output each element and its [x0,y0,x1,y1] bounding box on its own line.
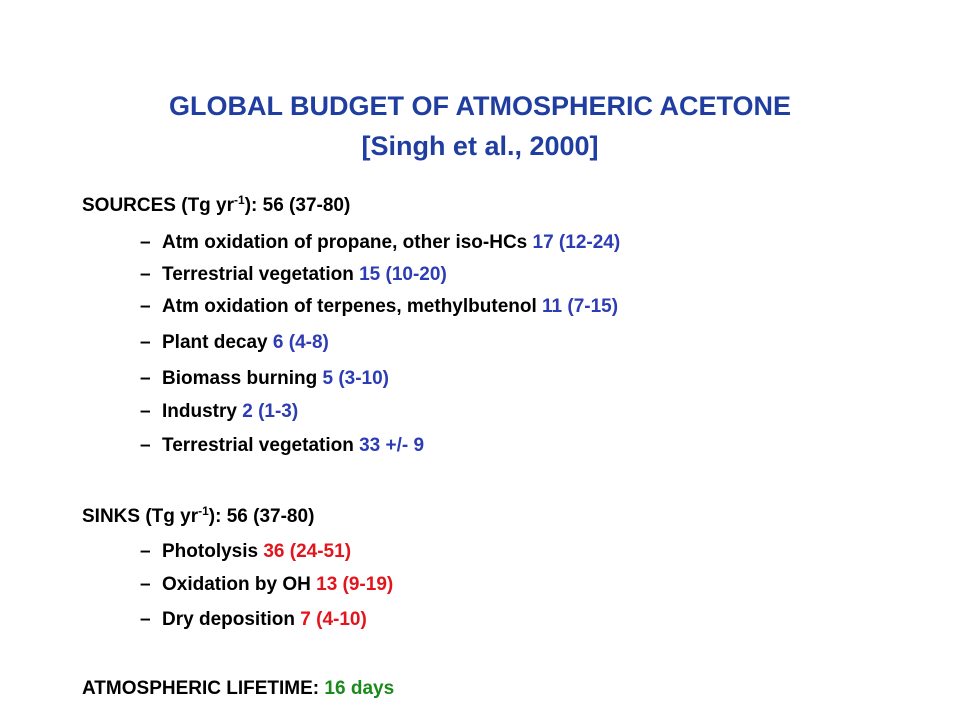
bullet-dash: – [140,401,151,422]
source-label: Terrestrial vegetation [162,264,360,285]
sinks-label: SINKS (Tg yr [82,506,199,527]
source-item [140,263,447,287]
source-label: Industry [162,401,243,422]
source-value: 6 (4-8) [272,332,329,353]
bullet-dash: – [140,541,151,562]
sources-label: SOURCES (Tg yr [82,195,235,216]
source-value: 11 (7-15) [542,296,619,317]
source-label: Biomass burning [162,368,323,389]
source-label: Atm oxidation of propane, other iso-HCs [162,232,533,253]
sources-exponent: -1 [234,193,245,207]
title-citation: [Singh et al., 2000] [361,131,599,161]
sinks-exponent: -1 [198,504,209,518]
sinks-heading [82,505,314,529]
bullet-dash: – [140,264,151,285]
source-item [140,295,618,319]
source-value: 2 (1-3) [242,401,299,422]
slide-title [0,86,960,166]
title-line-1: GLOBAL BUDGET OF ATMOSPHERIC ACETONE [168,91,791,121]
sources-heading [82,194,350,218]
source-value: 17 (12-24) [532,232,621,253]
sink-label: Dry deposition [162,609,301,630]
sink-item [140,608,367,632]
sink-label: Oxidation by OH [162,574,317,595]
source-label: Terrestrial vegetation [162,435,360,456]
lifetime-label: ATMOSPHERIC LIFETIME: [82,678,325,699]
sink-value: 13 (9-19) [316,574,394,595]
source-value: 5 (3-10) [322,368,389,389]
sink-item [140,540,351,564]
sink-label: Photolysis [162,541,264,562]
source-label: Plant decay [162,332,273,353]
sink-value: 7 (4-10) [300,609,367,630]
bullet-dash: – [140,296,151,317]
lifetime-line [82,677,394,701]
source-value: 33 +/- 9 [359,435,425,456]
source-value: 15 (10-20) [359,264,447,285]
sources-total: ): 56 (37-80) [244,195,351,216]
sink-item [140,573,393,597]
bullet-dash: – [140,435,151,456]
source-label: Atm oxidation of terpenes, methylbutenol [162,296,543,317]
bullet-dash: – [140,574,151,595]
bullet-dash: – [140,232,151,253]
source-item [140,231,620,255]
sinks-total: ): 56 (37-80) [208,506,315,527]
bullet-dash: – [140,368,151,389]
sink-value: 36 (24-51) [263,541,352,562]
lifetime-value: 16 days [324,678,395,699]
source-item [140,367,389,391]
source-item [140,434,424,458]
bullet-dash: – [140,609,151,630]
source-item [140,400,298,424]
source-item [140,331,329,355]
bullet-dash: – [140,332,151,353]
